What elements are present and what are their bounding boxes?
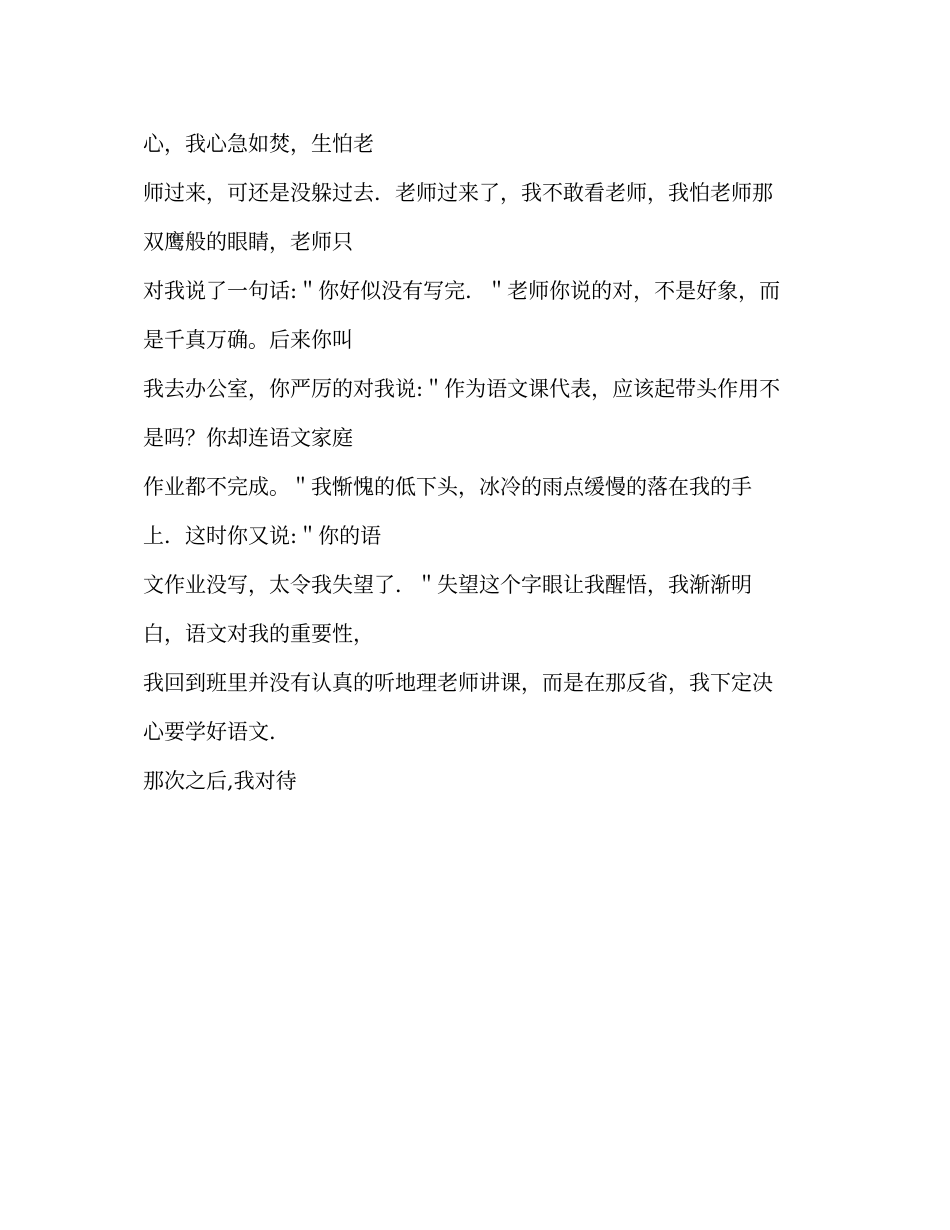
text-line: 上．这时你又说:＂你的语 <box>143 524 382 548</box>
text-line: 我回到班里并没有认真的听地理老师讲课，而是在那反省，我下定决 <box>143 671 773 695</box>
text-line: 那次之后,我对待 <box>143 769 297 793</box>
text-line: 心，我心急如焚，生怕老 <box>143 132 374 156</box>
text-line: 是吗？你却连语文家庭 <box>143 426 353 450</box>
text-line: 白，语文对我的重要性， <box>143 622 374 646</box>
text-line: 是千真万确。后来你叫 <box>143 328 353 352</box>
text-line: 作业都不完成。＂我惭愧的低下头，冰冷的雨点缓慢的落在我的手 <box>143 475 752 499</box>
text-line: 文作业没写，太令我失望了．＂失望这个字眼让我醒悟，我渐渐明 <box>143 573 752 597</box>
body-text <box>143 120 823 806</box>
text-line: 师过来，可还是没躲过去．老师过来了，我不敢看老师，我怕老师那 <box>143 181 773 205</box>
text-line: 双鹰般的眼睛，老师只 <box>143 230 353 254</box>
text-line: 心要学好语文. <box>143 720 276 744</box>
text-line: 对我说了一句话:＂你好似没有写完．＂老师你说的对，不是好象，而 <box>143 279 781 303</box>
text-line: 我去办公室，你严厉的对我说:＂作为语文课代表，应该起带头作用不 <box>143 377 781 401</box>
